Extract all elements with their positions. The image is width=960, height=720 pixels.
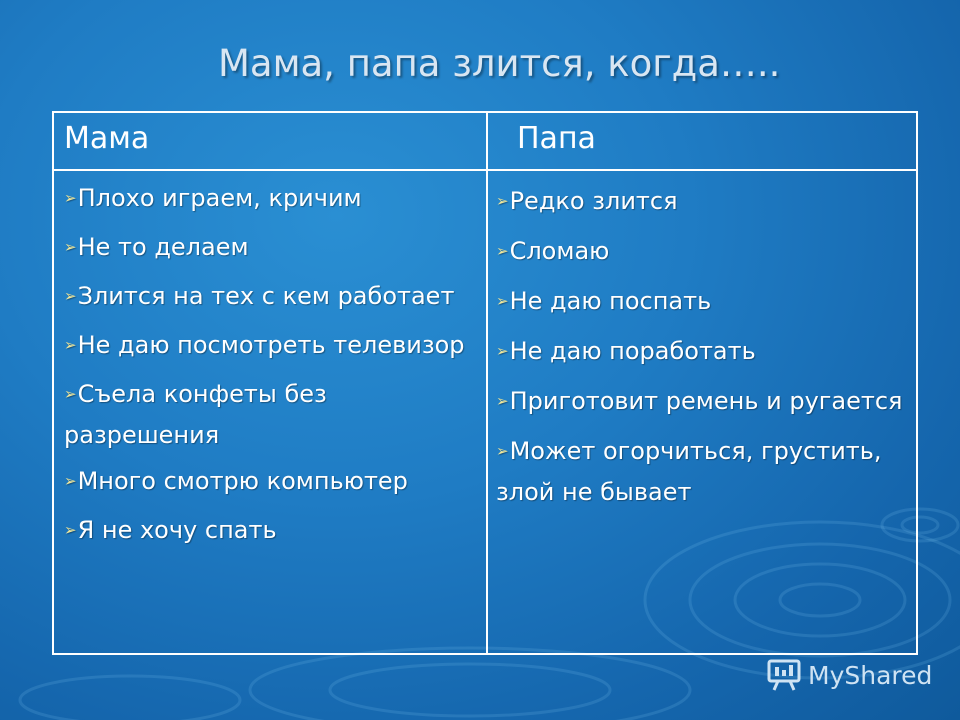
slide-title: Мама, папа злится, когда….. <box>218 42 781 85</box>
header-mama: Мама <box>64 121 150 156</box>
papa-list-item <box>496 232 912 273</box>
comparison-table <box>52 111 918 655</box>
mama-list-item-text: Злится на тех с кем работает <box>77 282 455 310</box>
mama-list-item <box>64 179 474 220</box>
myshared-watermark <box>766 655 932 695</box>
arrow-bullet-icon: ➢ <box>496 392 509 410</box>
papa-list-item-text: Сломаю <box>509 237 610 265</box>
papa-list-item <box>496 182 912 223</box>
papa-list-item <box>496 282 912 323</box>
arrow-bullet-icon: ➢ <box>64 472 77 490</box>
mama-list-item-text: Я не хочу спать <box>77 516 277 544</box>
papa-list-item-text: Не даю поспать <box>509 287 712 315</box>
arrow-bullet-icon: ➢ <box>496 192 509 210</box>
mama-list <box>64 179 474 560</box>
papa-list-item-text: Не даю поработать <box>509 337 756 365</box>
mama-list-item-text: Не то делаем <box>77 233 249 261</box>
presentation-board-icon <box>766 658 802 692</box>
mama-list-item <box>64 326 474 367</box>
arrow-bullet-icon: ➢ <box>496 342 509 360</box>
header-divider <box>54 169 916 171</box>
mama-list-item <box>64 511 474 552</box>
papa-list-item-text: Редко злится <box>509 187 678 215</box>
papa-list-item <box>496 432 912 511</box>
mama-list-item-text: Плохо играем, кричим <box>77 184 362 212</box>
header-papa: Папа <box>517 121 596 156</box>
mama-list-item-text: Не даю посмотреть телевизор <box>77 331 465 359</box>
arrow-bullet-icon: ➢ <box>64 238 77 256</box>
papa-list-item-text: Приготовит ремень и ругается <box>509 387 903 415</box>
papa-list-item-text: Может огорчиться, грустить, злой не бывает <box>496 437 882 506</box>
arrow-bullet-icon: ➢ <box>64 189 77 207</box>
arrow-bullet-icon: ➢ <box>496 442 509 460</box>
papa-list-item <box>496 332 912 373</box>
column-divider <box>486 113 488 653</box>
mama-list-item <box>64 228 474 269</box>
mama-list-item-text: Съела конфеты без разрешения <box>64 380 327 449</box>
mama-list-item-text: Много смотрю компьютер <box>77 467 408 495</box>
arrow-bullet-icon: ➢ <box>64 385 77 403</box>
arrow-bullet-icon: ➢ <box>64 287 77 305</box>
arrow-bullet-icon: ➢ <box>496 242 509 260</box>
mama-list-item <box>64 462 474 503</box>
watermark-text: MyShared <box>808 660 933 690</box>
papa-list <box>496 179 912 520</box>
mama-list-item <box>64 277 474 318</box>
mama-list-item <box>64 375 474 454</box>
papa-list-item <box>496 382 912 423</box>
arrow-bullet-icon: ➢ <box>496 292 509 310</box>
arrow-bullet-icon: ➢ <box>64 521 77 539</box>
arrow-bullet-icon: ➢ <box>64 336 77 354</box>
